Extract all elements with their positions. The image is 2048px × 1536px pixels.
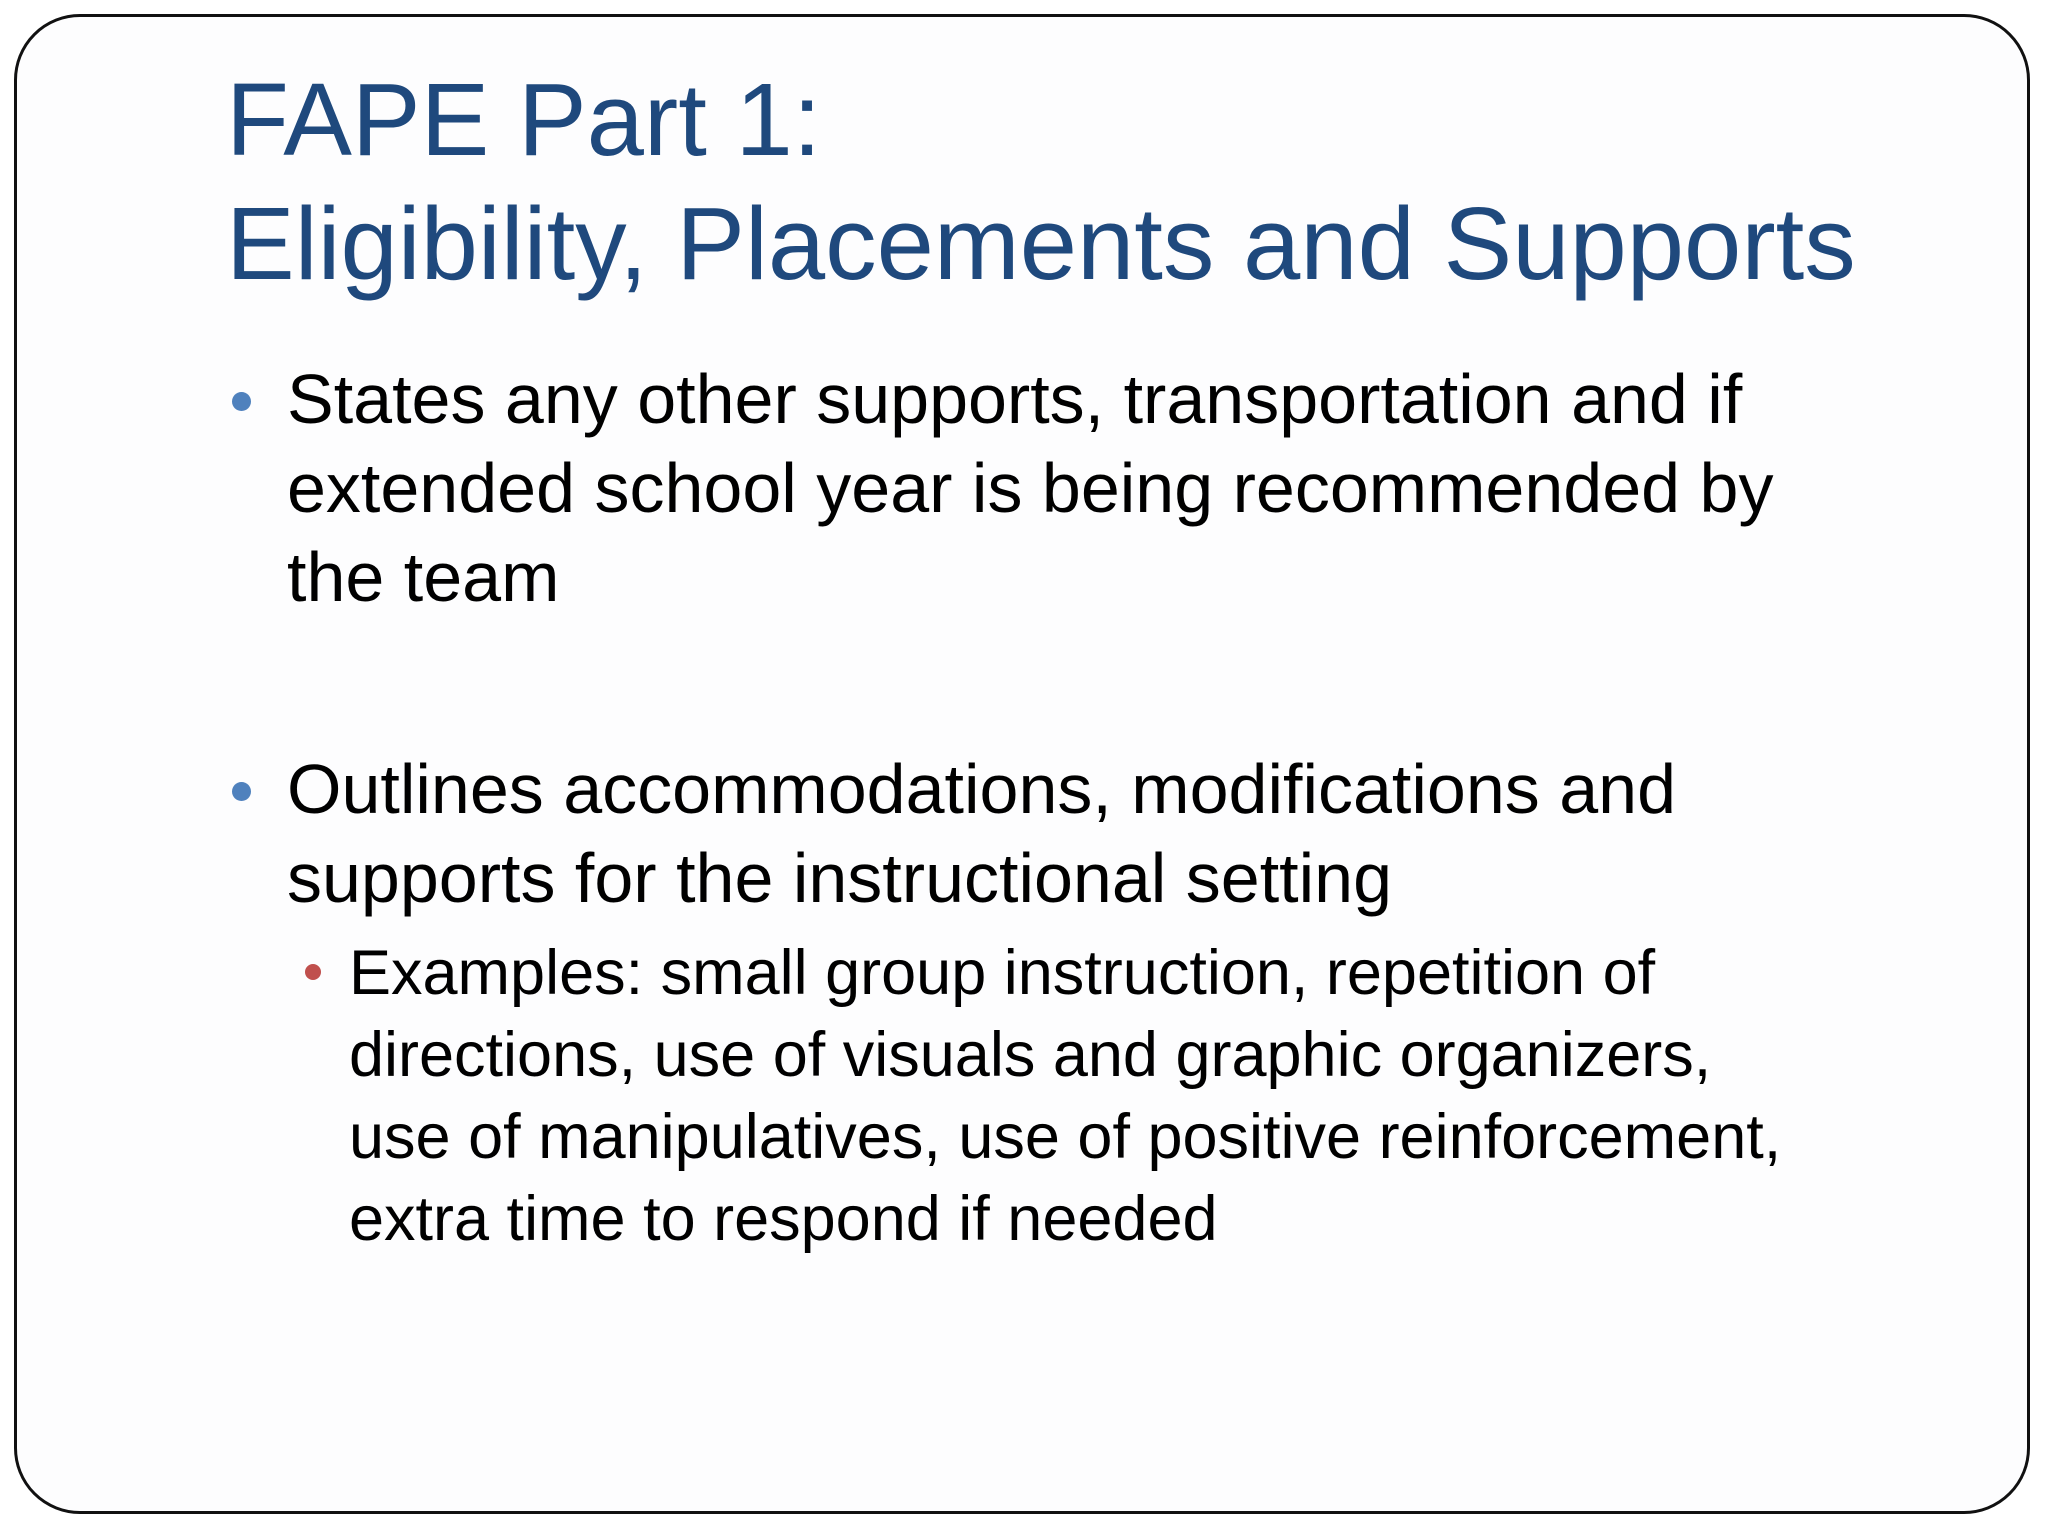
bullet-dot-icon — [232, 782, 251, 801]
slide-title — [226, 58, 1856, 306]
bullet-text-line: supports for the instructional setting — [287, 839, 1393, 917]
title-line-2: Eligibility, Placements and Supports — [226, 186, 1856, 301]
sub-bullet-item — [349, 932, 1969, 1260]
sub-bullet-text-line: use of manipulatives, use of positive reinforcement, — [349, 1102, 1782, 1172]
bullet-text-line: Outlines accommodations, modifications and — [287, 750, 1677, 828]
bullet-item — [287, 745, 1907, 923]
bullet-text-line: States any other supports, transportation and if — [287, 360, 1743, 438]
bullet-item — [287, 355, 1907, 622]
bullet-dot-icon — [232, 392, 251, 411]
bullet-text-line: extended school year is being recommended by — [287, 449, 1774, 527]
sub-bullet-text-line: extra time to respond if needed — [349, 1184, 1218, 1254]
sub-bullet-text-line: directions, use of visuals and graphic organizers, — [349, 1020, 1712, 1090]
bullet-text-line: the team — [287, 538, 560, 616]
sub-bullet-text-line: Examples: small group instruction, repetition of — [349, 938, 1656, 1008]
sub-bullet-dot-icon — [305, 964, 321, 980]
title-line-1: FAPE Part 1: — [226, 62, 822, 177]
